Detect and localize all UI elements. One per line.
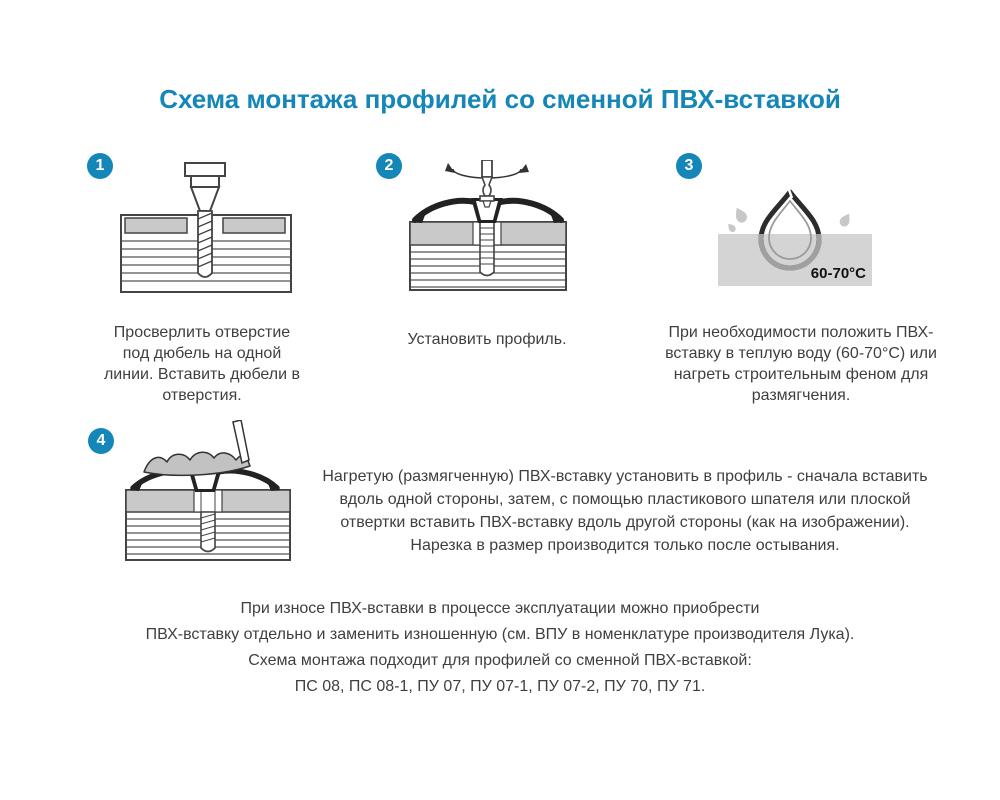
- screw-icon: [198, 211, 212, 277]
- step-2-number: 2: [384, 157, 394, 174]
- footer-line: Схема монтажа подходит для профилей со сменной ПВХ-вставкой:: [248, 652, 752, 669]
- footer-note: [0, 596, 1000, 700]
- step-3-caption: При необходимости положить ПВХ-вставку в теплую воду (60-70°С) или нагреть строительным феном для размягчения.: [665, 324, 937, 404]
- step-3-badge: [676, 153, 702, 179]
- insert-pvc-illustration: [120, 420, 298, 563]
- install-profile-illustration: [405, 160, 571, 292]
- step-4-number: 4: [96, 432, 106, 449]
- footer-line: ПВХ-вставку отдельно и заменить изношенную (см. ВПУ в номенклатуре производителя Лука).: [145, 626, 855, 643]
- step-1-caption: Просверлить отверстие под дюбель на одной линии. Вставить дюбели в отверстия.: [103, 324, 301, 404]
- drill-hole-illustration: [117, 161, 293, 294]
- dowel-icon: [480, 222, 494, 276]
- step-3-number: 3: [684, 157, 694, 174]
- screw-icon: [201, 512, 215, 552]
- drill-bit-icon: [185, 163, 225, 211]
- footer-line-profile-list: ПС 08, ПС 08-1, ПУ 07, ПУ 07-1, ПУ 07-2, ПУ 70, ПУ 71.: [294, 678, 706, 695]
- page-title: Схема монтажа профилей со сменной ПВХ-вставкой: [159, 84, 841, 114]
- step-2-caption: Установить профиль.: [407, 331, 567, 348]
- footer-line: При износе ПВХ-вставки в процессе эксплуатации можно приобрести: [240, 600, 760, 617]
- temperature-label: 60-70°C: [810, 265, 866, 282]
- step-4-badge: [88, 428, 114, 454]
- step-4-caption: Нагретую (размягченную) ПВХ-вставку установить в профиль - сначала вставить вдоль одной стороны, затем, с помощью пластикового шпателя или плоской отвертки вставить ПВХ-вставку вдоль другой стороны (как на изображении). Нарезка в размер производится только после остывания.: [322, 468, 928, 554]
- warm-water-illustration: [700, 186, 896, 288]
- water-drop-icon: [726, 205, 854, 233]
- step-2-badge: [376, 153, 402, 179]
- flat-screwdriver-icon: [233, 420, 249, 463]
- step-1-badge: [87, 153, 113, 179]
- step-1-number: 1: [95, 157, 105, 174]
